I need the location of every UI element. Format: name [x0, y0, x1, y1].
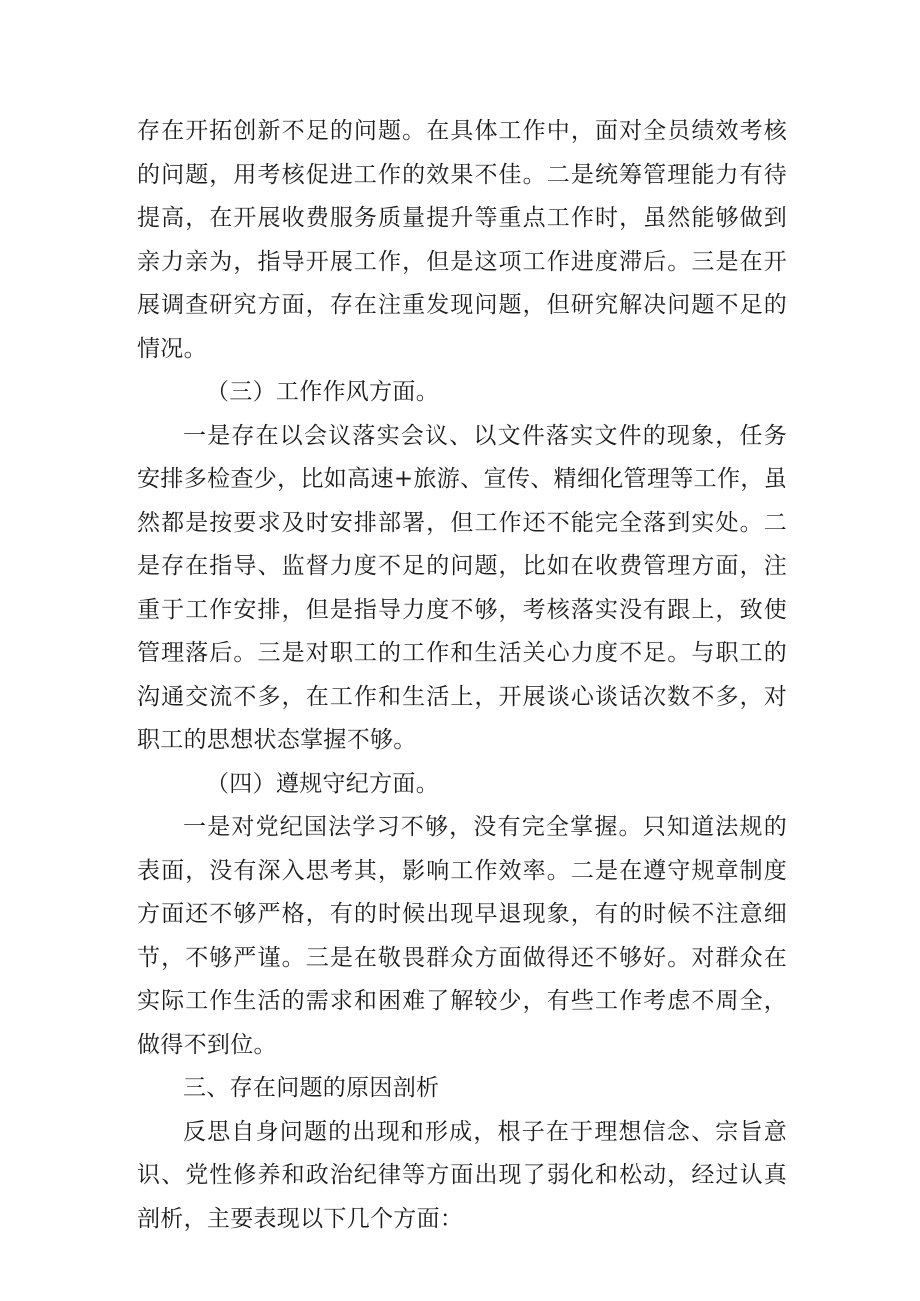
paragraph-work-issues-continued: 存在开拓创新不足的问题。在具体工作中，面对全员绩效考核的问题，用考核促进工作的效果不佳。二是统筹管理能力有待提高，在开展收费服务质量提升等重点工作时，虽然能够做到亲力亲为，指导开展工作，但是这项工作进度滞后。三是在开展调查研究方面，存在注重发现问题，但研究解决问题不足的情况。: [137, 118, 787, 362]
paragraph-discipline: 一是对党纪国法学习不够，没有完全掌握。只知道法规的表面，没有深入思考其，影响工作效率。二是在遵守规章制度方面还不够严格，有的时候出现早退现象，有的时候不注意细节，不够严谨。三是在敬畏群众方面做得还不够好。对群众在实际工作生活的需求和困难了解较少，有些工作考虑不周全，做得不到位。: [137, 814, 787, 1058]
paragraph-cause-analysis: 反思自身问题的出现和形成，根子在于理想信念、宗旨意识、党性修养和政治纪律等方面出现了弱化和松动，经过认真剖析，主要表现以下几个方面：: [137, 1118, 787, 1232]
document-body: [137, 110, 787, 1241]
heading-cause-analysis: 三、存在问题的原因剖析: [183, 1075, 440, 1101]
heading-work-style: （三）工作作风方面。: [206, 379, 439, 405]
paragraph-work-style: 一是存在以会议落实会议、以文件落实文件的现象，任务安排多检查少，比如高速+旅游、宣传、精细化管理等工作，虽然都是按要求及时安排部署，但工作还不能完全落到实处。二是存在指导、监督力度不足的问题，比如在收费管理方面，注重于工作安排，但是指导力度不够，考核落实没有跟上，致使管理落后。三是对职工的工作和生活关心力度不足。与职工的沟通交流不多，在工作和生活上，开展谈心谈话次数不多，对职工的思想状态掌握不够。: [137, 422, 787, 753]
heading-discipline: （四）遵规守纪方面。: [206, 770, 439, 797]
